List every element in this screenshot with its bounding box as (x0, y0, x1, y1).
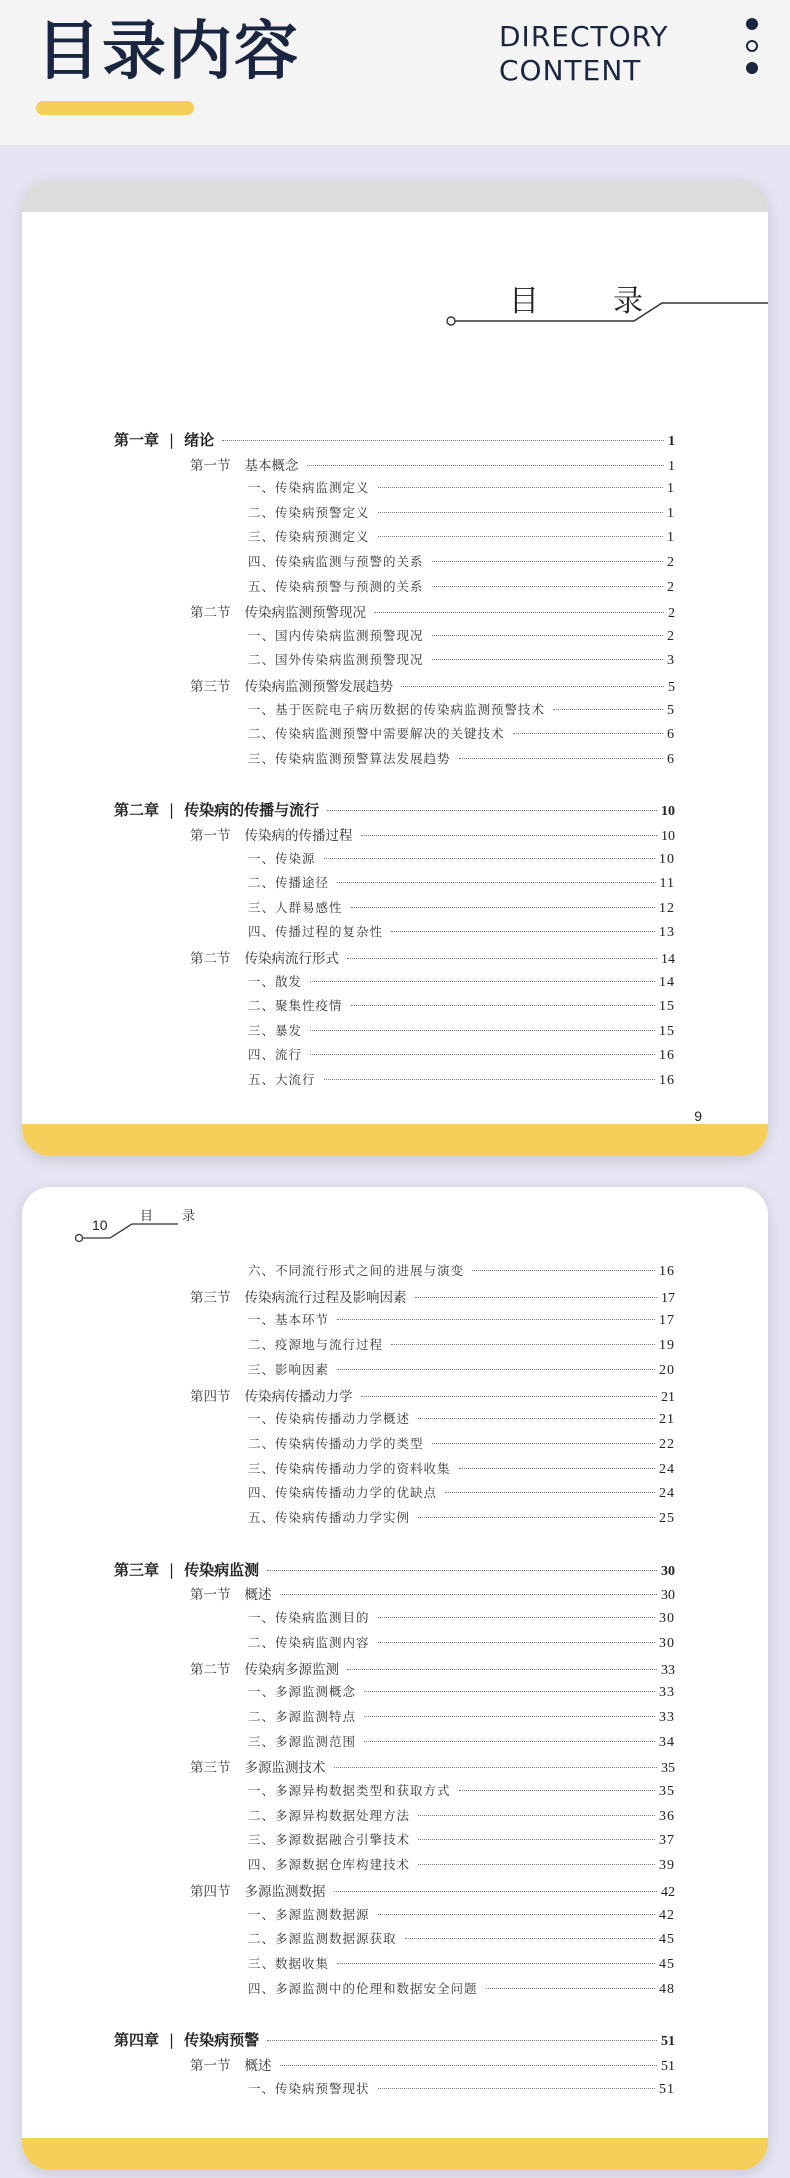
dot-leader (378, 2088, 655, 2089)
entry-page-number: 3 (667, 653, 675, 669)
dot-leader (432, 1443, 655, 1444)
page-title: 目录内容 (36, 15, 300, 89)
section-number: 第四节 (190, 1388, 231, 1405)
entry-title: 五、传染病预警与预测的关系 (248, 578, 424, 594)
dot-leader (334, 1891, 658, 1892)
entry-title: 一、多源监测概念 (248, 1684, 357, 1700)
toc-item-entry (248, 552, 675, 571)
entry-page-number: 33 (659, 1709, 675, 1725)
entry-title: 六、不同流行形式之间的进展与演变 (248, 1263, 465, 1278)
dot-leader (378, 487, 663, 488)
dot-leader (378, 1914, 655, 1915)
entry-title: 一、传染病监测目的 (248, 1610, 370, 1626)
toc-item-entry (248, 1929, 675, 1948)
entry-page-number: 6 (667, 727, 675, 743)
toc-item-entry (248, 478, 675, 497)
entry-page-number: 10 (661, 804, 675, 820)
header-page-number: 10 (92, 1217, 108, 1233)
entry-page-number: 14 (659, 974, 675, 990)
entry-title: 三、多源数据融合引擎技术 (248, 1832, 411, 1848)
entry-title: 五、传染病传播动力学实例 (248, 1510, 411, 1525)
entry-page-number: 17 (659, 1313, 675, 1329)
entry-page-number: 42 (659, 1907, 675, 1923)
entry-page-number: 2 (667, 579, 675, 595)
dot-leader (364, 1716, 655, 1717)
dot-leader (405, 1938, 655, 1939)
toc-item-entry (248, 1806, 675, 1825)
dot-leader (351, 1005, 655, 1006)
dot-leader (378, 536, 663, 537)
dot-leader (415, 1297, 658, 1298)
entry-title: 绪论 (184, 431, 215, 449)
entry-page-number: 19 (659, 1338, 675, 1354)
section-number: 第三节 (190, 1760, 231, 1777)
entry-page-number: 16 (659, 1073, 675, 1088)
chapter-number: 第一章 (114, 431, 160, 449)
entry-page-number: 33 (659, 1685, 675, 1701)
dot-leader (418, 1418, 655, 1419)
toc-item-entry (248, 1335, 675, 1354)
section-number: 第四节 (190, 1883, 231, 1900)
toc-section-entry (190, 1286, 675, 1307)
dot-leader (378, 512, 663, 513)
entry-page-number: 30 (659, 1635, 675, 1651)
entry-title: 二、传染病传播动力学的类型 (248, 1435, 424, 1451)
entry-title: 传染病监测预警现况 (244, 605, 366, 622)
dot-leader (334, 1767, 658, 1768)
entry-title: 二、传染病预警定义 (248, 504, 370, 520)
toc-item-entry (248, 1732, 675, 1751)
entry-title: 三、多源监测范围 (248, 1733, 357, 1749)
toc-item-entry (248, 1409, 675, 1428)
chapter-number: 第四章 (114, 2031, 160, 2050)
toc-item-entry (248, 873, 675, 892)
dot-leader (459, 758, 663, 759)
entry-title: 二、疫源地与流行过程 (248, 1337, 384, 1353)
toc-section-entry (190, 1385, 675, 1406)
entry-title: 三、传染病传播动力学的资料收集 (248, 1460, 451, 1476)
toc-item-entry (248, 1608, 675, 1627)
chapter-separator: | (169, 431, 175, 449)
entry-page-number: 5 (668, 680, 675, 695)
dot-leader (472, 1270, 655, 1271)
dot-leader (418, 1864, 655, 1865)
toc-item-entry (248, 1954, 675, 1973)
dot-leader (361, 835, 658, 836)
entry-title: 概述 (244, 1587, 272, 1604)
entry-page-number: 24 (659, 1461, 675, 1477)
toc-item-entry (248, 996, 675, 1015)
dot-leader (280, 1594, 658, 1595)
entry-title: 传染病传播动力学 (244, 1388, 353, 1405)
entry-title: 二、传播途径 (248, 875, 330, 891)
toc-item-entry (248, 1781, 675, 1800)
entry-page-number: 15 (659, 1023, 675, 1039)
entry-page-number: 30 (661, 1563, 675, 1579)
dot-leader (347, 958, 657, 959)
entry-page-number: 16 (659, 1264, 675, 1279)
dot-leader (364, 1691, 655, 1692)
dot-leader (327, 810, 657, 811)
entry-title: 四、流行 (248, 1047, 303, 1063)
entry-title: 二、聚集性疫情 (248, 998, 343, 1014)
entry-page-number: 51 (659, 2081, 675, 2097)
dot-leader (310, 1030, 655, 1031)
dot-icon (746, 18, 758, 30)
entry-page-number: 1 (668, 458, 675, 474)
dot-leader (445, 1492, 655, 1493)
toc-item-entry (248, 527, 675, 546)
dot-leader (280, 2065, 658, 2066)
toc-item-entry (248, 1855, 675, 1874)
dot-icon (746, 62, 758, 74)
entry-page-number: 14 (661, 952, 675, 967)
toc-item-entry (248, 1434, 675, 1453)
dot-leader (351, 907, 655, 908)
toc-section-entry (190, 1583, 675, 1604)
toc-item-entry (248, 503, 675, 522)
toc-section-entry (190, 601, 675, 622)
top-header (0, 0, 790, 145)
toc-chapter-entry (114, 429, 675, 450)
toc-item-entry (248, 1508, 675, 1527)
entry-title: 多源监测数据 (244, 1883, 326, 1900)
english-title-line2: CONTENT (499, 54, 642, 87)
toc-item-entry (248, 577, 675, 596)
entry-title: 传染病流行过程及影响因素 (244, 1289, 407, 1306)
entry-title: 三、暴发 (248, 1022, 303, 1038)
entry-title: 四、传播过程的复杂性 (248, 924, 384, 940)
entry-title: 一、国内传染病监测预警现况 (248, 627, 424, 643)
dots-indicator (746, 18, 760, 84)
toc-section-entry (190, 675, 675, 696)
toc-item-entry (248, 1070, 675, 1089)
toc-item-entry (248, 1021, 675, 1040)
entry-page-number: 2 (668, 606, 675, 622)
page-number: 9 (694, 1108, 702, 1124)
dot-leader (267, 2040, 657, 2041)
chapter-separator: | (169, 801, 175, 820)
entry-title: 二、多源监测数据源获取 (248, 1931, 397, 1947)
entry-page-number: 39 (659, 1858, 675, 1874)
entry-title: 三、影响因素 (248, 1361, 330, 1377)
toc-item-entry (248, 1310, 675, 1329)
entry-page-number: 48 (659, 1981, 675, 1997)
dot-leader (307, 465, 665, 466)
section-number: 第二节 (190, 1661, 231, 1678)
dot-leader (432, 561, 663, 562)
entry-page-number: 21 (659, 1412, 675, 1428)
entry-title: 二、传染病监测内容 (248, 1634, 370, 1650)
toc-heading: 目 录 (509, 284, 665, 319)
entry-page-number: 51 (661, 2059, 675, 2074)
dot-leader (459, 1790, 655, 1791)
dot-leader (337, 882, 656, 883)
entry-page-number: 42 (661, 1884, 675, 1900)
toc-section-entry (190, 454, 675, 475)
entry-title: 二、传染病监测预警中需要解决的关键技术 (248, 726, 505, 742)
toc-chapter-entry (114, 799, 675, 820)
entry-page-number: 30 (661, 1588, 675, 1604)
entry-page-number: 10 (661, 829, 675, 844)
section-number: 第一节 (190, 1587, 231, 1604)
entry-title: 二、多源监测特点 (248, 1708, 357, 1724)
english-title (499, 20, 668, 88)
toc-item-entry (248, 1459, 675, 1478)
toc-item-entry (248, 1261, 675, 1280)
dot-leader (324, 1079, 655, 1080)
dot-leader (324, 858, 655, 859)
dot-leader (432, 586, 663, 587)
dot-leader (378, 1642, 655, 1643)
toc-heading-line (22, 180, 768, 340)
dot-leader (418, 1839, 655, 1840)
toc-chapter-entry (114, 1559, 675, 1580)
entry-title: 传染病流行形式 (244, 951, 339, 967)
entry-page-number: 33 (661, 1662, 675, 1678)
toc-item-entry (248, 849, 675, 868)
dot-outline-icon (746, 40, 758, 52)
entry-page-number: 36 (659, 1808, 675, 1824)
chapter-separator: | (169, 1560, 175, 1579)
toc-item-entry (248, 650, 675, 669)
entry-title: 四、传染病监测与预警的关系 (248, 554, 424, 569)
entry-title: 传染病的传播过程 (244, 828, 353, 844)
bottom-band (22, 1124, 768, 1156)
dot-leader (267, 1570, 657, 1571)
dot-leader (391, 931, 655, 932)
entry-title: 传染病的传播与流行 (184, 801, 320, 820)
toc-item-entry (248, 1905, 675, 1924)
entry-page-number: 45 (659, 1932, 675, 1948)
entry-page-number: 2 (667, 555, 675, 570)
entry-title: 四、多源数据仓库构建技术 (248, 1857, 411, 1873)
entry-page-number: 16 (659, 1048, 675, 1064)
entry-title: 基本概念 (244, 457, 299, 474)
dot-leader (337, 1963, 655, 1964)
toc-item-entry (248, 898, 675, 917)
entry-page-number: 24 (659, 1486, 675, 1502)
dot-leader (432, 635, 663, 636)
dot-leader (378, 1617, 655, 1618)
entry-page-number: 21 (661, 1389, 675, 1405)
entry-page-number: 30 (659, 1611, 675, 1627)
section-number: 第一节 (190, 457, 231, 474)
dot-leader (374, 612, 664, 613)
toc-item-entry (248, 1830, 675, 1849)
toc-item-entry (248, 724, 675, 743)
entry-title: 传染病预警 (184, 2031, 260, 2050)
dot-leader (310, 1054, 655, 1055)
dot-leader (347, 1669, 657, 1670)
dot-leader (459, 1468, 655, 1469)
dot-leader (337, 1369, 655, 1370)
toc-item-entry (248, 1045, 675, 1064)
entry-page-number: 1 (667, 505, 675, 521)
toc-item-entry (248, 1979, 675, 1998)
entry-page-number: 13 (659, 925, 675, 941)
entry-title: 三、人群易感性 (248, 899, 343, 915)
entry-page-number: 51 (661, 2034, 675, 2050)
dot-leader (222, 440, 664, 441)
toc-section-entry (190, 1756, 675, 1777)
toc-page-card (22, 180, 768, 1156)
entry-title: 三、传染病预测定义 (248, 529, 370, 545)
toc-item-entry (248, 749, 675, 768)
chapter-number: 第二章 (114, 801, 160, 820)
entry-page-number: 35 (661, 1761, 675, 1777)
entry-title: 二、国外传染病监测预警现况 (248, 652, 424, 668)
entry-title: 概述 (244, 2058, 272, 2074)
entry-title: 一、散发 (248, 973, 303, 989)
entry-title: 四、传染病传播动力学的优缺点 (248, 1485, 438, 1501)
section-number: 第三节 (190, 679, 231, 695)
english-title-line1: DIRECTORY (499, 20, 669, 53)
toc-section-entry (190, 1658, 675, 1679)
entry-page-number: 45 (659, 1956, 675, 1972)
toc-item-entry (248, 1360, 675, 1379)
entry-page-number: 20 (659, 1362, 675, 1378)
section-number: 第二节 (190, 951, 231, 967)
entry-title: 多源监测技术 (244, 1760, 326, 1777)
title-underline (36, 101, 194, 115)
dot-leader (364, 1741, 655, 1742)
entry-page-number: 1 (667, 481, 675, 497)
dot-leader (361, 1396, 658, 1397)
entry-page-number: 15 (659, 999, 675, 1015)
dot-leader (513, 733, 663, 734)
entry-title: 一、多源监测数据源 (248, 1906, 370, 1922)
toc-section-entry (190, 2054, 675, 2075)
toc-item-entry (248, 922, 675, 941)
entry-page-number: 6 (667, 751, 675, 767)
section-number: 第二节 (190, 605, 231, 622)
entry-page-number: 22 (659, 1436, 675, 1452)
entry-title: 传染病多源监测 (244, 1661, 339, 1678)
entry-page-number: 17 (661, 1290, 675, 1306)
toc-page-card (22, 1187, 768, 2170)
entry-title: 一、基本环节 (248, 1312, 330, 1328)
toc-item-entry (248, 1483, 675, 1502)
chapter-separator: | (169, 2031, 175, 2050)
dot-leader (391, 1344, 655, 1345)
entry-title: 一、传染病监测定义 (248, 480, 370, 496)
section-number: 第一节 (190, 2058, 231, 2074)
toc-item-entry (248, 1682, 675, 1701)
entry-page-number: 5 (667, 702, 675, 718)
entry-title: 三、数据收集 (248, 1955, 330, 1971)
entry-title: 一、传染病预警现状 (248, 2080, 370, 2096)
dot-leader (432, 659, 663, 660)
toc-item-entry (248, 700, 675, 719)
entry-page-number: 11 (659, 876, 675, 892)
toc-item-entry (248, 1707, 675, 1726)
entry-title: 一、基于医院电子病历数据的传染病监测预警技术 (248, 701, 546, 717)
entry-title: 一、传染源 (248, 850, 316, 866)
bottom-band (22, 2138, 768, 2170)
entry-page-number: 35 (659, 1784, 675, 1799)
dot-leader (310, 981, 655, 982)
toc-item-entry (248, 1633, 675, 1652)
toc-section-entry (190, 947, 675, 968)
entry-title: 传染病监测预警发展趋势 (244, 679, 393, 695)
dot-leader (553, 709, 663, 710)
chapter-number: 第三章 (114, 1560, 160, 1579)
entry-title: 一、传染病传播动力学概述 (248, 1411, 411, 1427)
dot-leader (337, 1319, 655, 1320)
entry-page-number: 34 (659, 1734, 675, 1750)
entry-title: 五、大流行 (248, 1072, 316, 1087)
entry-page-number: 1 (668, 434, 675, 449)
section-number: 第三节 (190, 1289, 231, 1306)
dot-leader (418, 1517, 655, 1518)
dot-leader (418, 1815, 655, 1816)
toc-section-entry (190, 824, 675, 845)
entry-page-number: 37 (659, 1833, 675, 1849)
toc-item-entry (248, 972, 675, 991)
entry-page-number: 10 (659, 851, 675, 867)
toc-section-entry (190, 1880, 675, 1901)
entry-page-number: 25 (659, 1511, 675, 1526)
entry-title: 四、多源监测中的伦理和数据安全问题 (248, 1980, 478, 1996)
entry-page-number: 2 (667, 628, 675, 644)
dot-leader (486, 1988, 655, 1989)
toc-item-entry (248, 2079, 675, 2098)
section-number: 第一节 (190, 828, 231, 844)
entry-page-number: 1 (667, 530, 675, 546)
header-title: 目 录 (140, 1208, 204, 1223)
entry-page-number: 12 (659, 900, 675, 916)
toc-item-entry (248, 626, 675, 645)
entry-title: 一、多源异构数据类型和获取方式 (248, 1783, 451, 1798)
toc-chapter-entry (114, 2029, 675, 2050)
entry-title: 传染病监测 (184, 1560, 260, 1579)
dot-leader (401, 686, 664, 687)
entry-title: 二、多源异构数据处理方法 (248, 1807, 411, 1823)
entry-title: 三、传染病监测预警算法发展趋势 (248, 750, 451, 766)
